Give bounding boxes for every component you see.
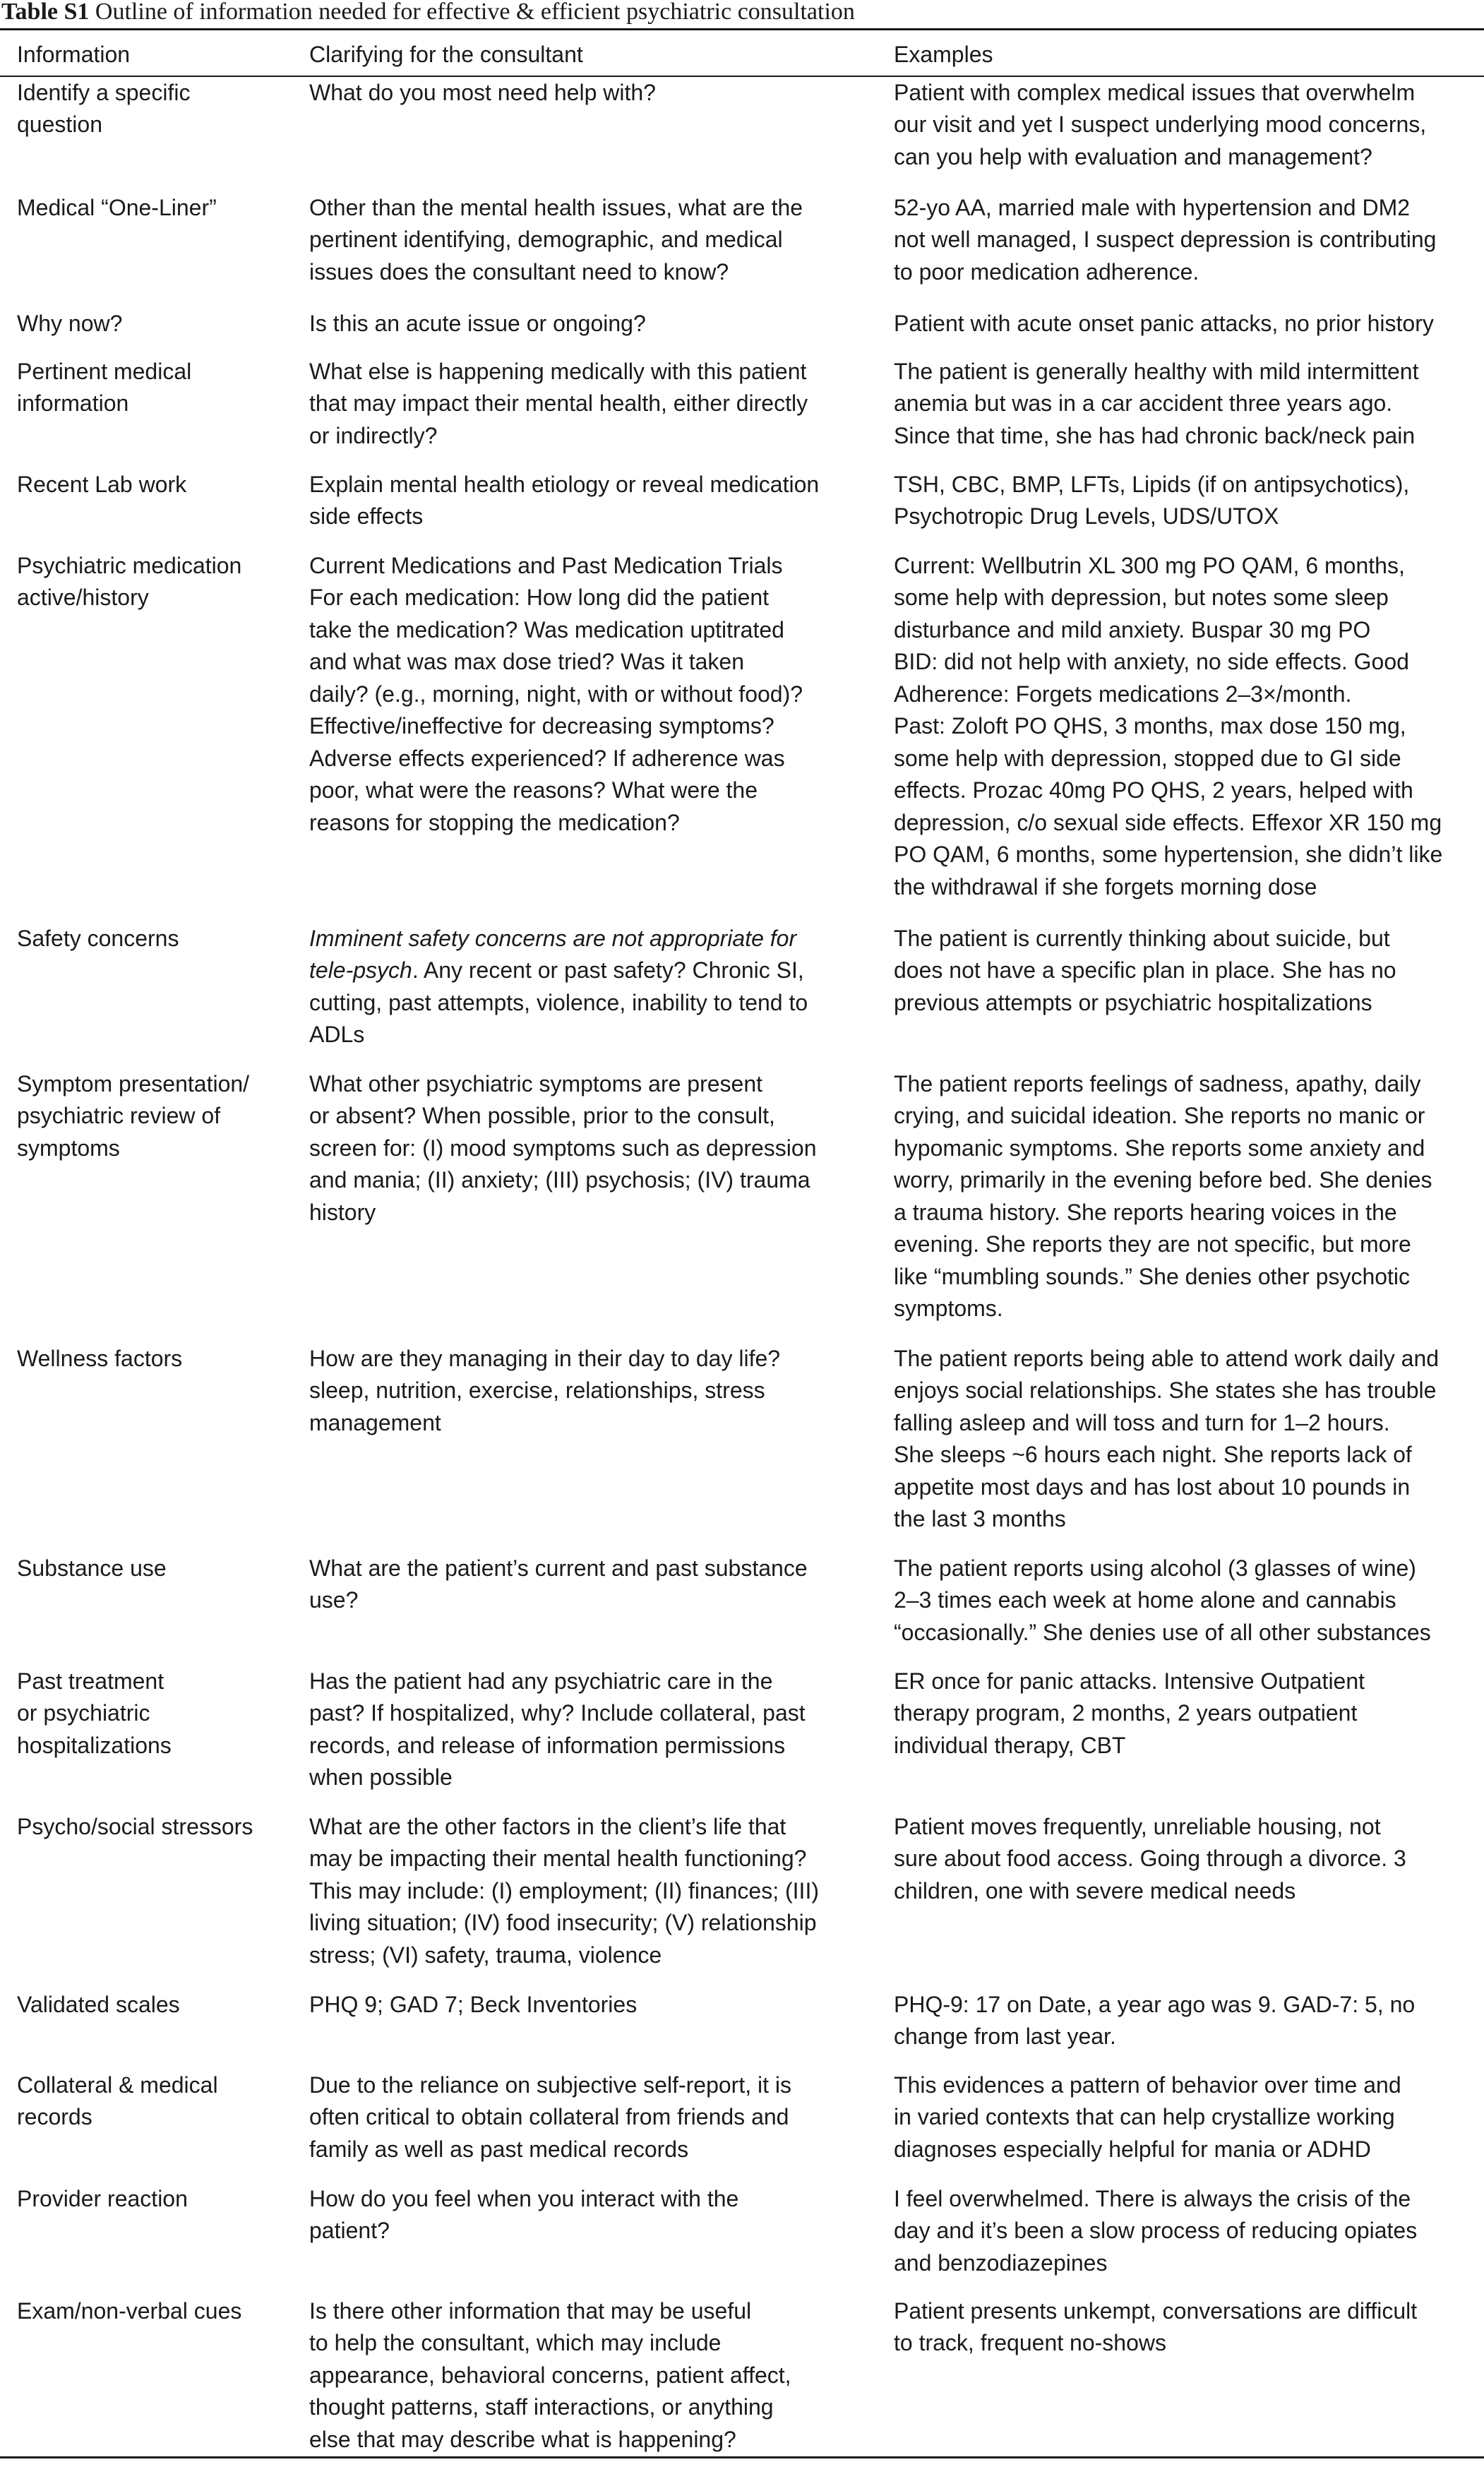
table-row [0, 469, 1484, 550]
cell-example: Current: Wellbutrin XL 300 mg PO QAM, 6 months, some help with depression, but notes some sleep disturbance and mild anxiety. Buspar 30 mg PO BID: did not help with anxiety, no side effects. Good Adherence: Forgets medications 2–3×/month. Past: Zoloft PO QHS, 3 months, max dose 150 mg, some help with depression, stopped due to GI side effects. Prozac 40mg PO QHS, 2 years, helped with depression, c/o sexual side effects. Effexor XR 150 mg PO QAM, 6 months, some hypertension, she didn’t like the withdrawal if she forgets morning dose [894, 552, 1443, 900]
cell-information: Past treatment or psychiatric hospitalizations [17, 1668, 172, 1758]
cell-example: Patient with acute onset panic attacks, no prior history [894, 310, 1434, 336]
table-row [0, 76, 1484, 192]
cell-example: TSH, CBC, BMP, LFTs, Lipids (if on antipsychotics), Psychotropic Drug Levels, UDS/UTOX [894, 471, 1410, 529]
cell-clarifying-rest: . Any recent or past safety? Chronic SI, cutting, past attempts, violence, inability to tend to ADLs [309, 957, 808, 1047]
cell-clarifying: PHQ 9; GAD 7; Beck Inventories [309, 1991, 638, 2017]
column-header-information: Information [0, 30, 292, 76]
cell-information: Psychiatric medication active/history [17, 552, 242, 610]
table-row [0, 192, 1484, 308]
cell-information: Recent Lab work [17, 471, 187, 497]
cell-information: Medical “One-Liner” [17, 194, 217, 220]
cell-information: Safety concerns [17, 925, 179, 951]
cell-clarifying: How are they managing in their day to day life? sleep, nutrition, exercise, relationships, stress management [309, 1345, 781, 1435]
cell-example: PHQ-9: 17 on Date, a year ago was 9. GAD-7: 5, no change from last year. [894, 1991, 1416, 2049]
cell-clarifying: Explain mental health etiology or reveal medication side effects [309, 471, 820, 529]
cell-example: Patient presents unkempt, conversations are difficult to track, frequent no-shows [894, 2297, 1418, 2355]
cell-information: Collateral & medical records [17, 2072, 218, 2129]
cell-clarifying: What other psychiatric symptoms are present or absent? When possible, prior to the consult, screen for: (I) mood symptoms such as depression and mania; (II) anxiety; (III) psychosis; (IV) trauma history [309, 1070, 817, 1225]
cell-clarifying: What do you most need help with? [309, 79, 656, 105]
cell-information: Substance use [17, 1555, 167, 1581]
cell-example: Patient moves frequently, unreliable housing, not sure about food access. Going through a divorce. 3 children, one with severe medical needs [894, 1813, 1406, 1904]
cell-example: The patient is generally healthy with mild intermittent anemia but was in a car accident three years ago. Since that time, she has had chronic back/neck pain [894, 358, 1419, 448]
cell-information: Provider reaction [17, 2185, 188, 2211]
cell-clarifying: Current Medications and Past Medication Trials For each medication: How long did the patient take the medication? Was medication uptitrated and what was max dose tried? Was it taken daily? (e.g., morning, night, with or without food)? Effective/ineffective for decreasing symptoms? Adverse effects experienced? If adherence was poor, what were the reasons? What were the reasons for stopping the medication? [309, 552, 803, 835]
table-row [0, 1666, 1484, 1811]
cell-clarifying: What are the patient’s current and past substance use? [309, 1555, 808, 1613]
cell-information: Pertinent medical information [17, 358, 192, 416]
cell-example: Patient with complex medical issues that overwhelm our visit and yet I suspect underlying mood concerns, can you help with evaluation and management? [894, 79, 1427, 169]
table-row [0, 1811, 1484, 1989]
cell-clarifying: Is there other information that may be useful to help the consultant, which may include appearance, behavioral concerns, patient affect, thought patterns, staff interactions, or anything else that may describe what is happening? [309, 2297, 791, 2452]
cell-example: ER once for panic attacks. Intensive Outpatient therapy program, 2 months, 2 years outpatient individual therapy, CBT [894, 1668, 1365, 1758]
cell-example: The patient is currently thinking about suicide, but does not have a specific plan in place. She has no previous attempts or psychiatric hospitalizations [894, 925, 1396, 1015]
cell-clarifying: Is this an acute issue or ongoing? [309, 310, 646, 336]
cell-information: Symptom presentation/ psychiatric review of symptoms [17, 1070, 250, 1161]
table-caption [1, 0, 855, 28]
cell-example: The patient reports feelings of sadness, apathy, daily crying, and suicidal ideation. She reports no manic or hypomanic symptoms. She reports some anxiety and worry, primarily in the evening before bed. She denies a trauma history. She reports hearing voices in the evening. She reports they are not specific, but more like “mumbling sounds.” She denies other psychotic symptoms. [894, 1070, 1432, 1321]
table-row [0, 2183, 1484, 2295]
cell-clarifying: What else is happening medically with this patient that may impact their mental health, either directly or indirectly? [309, 358, 808, 448]
table-row [0, 1553, 1484, 1666]
column-header-examples: Examples [877, 30, 1484, 76]
cell-information: Exam/non-verbal cues [17, 2297, 242, 2324]
table-row [0, 1068, 1484, 1343]
consultation-outline-table [0, 28, 1484, 2458]
cell-information: Psycho/social stressors [17, 1813, 253, 1839]
cell-example: The patient reports using alcohol (3 glasses of wine) 2–3 times each week at home alone and cannabis “occasionally.” She denies use of all other substances [894, 1555, 1431, 1645]
table-label: Table S1 [1, 0, 90, 25]
cell-clarifying [292, 923, 877, 1068]
cell-clarifying: How do you feel when you interact with the patient? [309, 2185, 739, 2243]
table-row [0, 2295, 1484, 2458]
column-header-clarifying: Clarifying for the consultant [292, 30, 877, 76]
table-row [0, 923, 1484, 1068]
table-row [0, 308, 1484, 356]
cell-information: Wellness factors [17, 1345, 183, 1371]
cell-clarifying: Due to the reliance on subjective self-report, it is often critical to obtain collateral from friends and family as well as past medical records [309, 2072, 791, 2162]
table-row [0, 550, 1484, 923]
table-row [0, 1343, 1484, 1553]
cell-clarifying-emphasis: Imminent safety concerns are not appropriate for tele-psych [309, 925, 797, 983]
cell-example: This evidences a pattern of behavior over time and in varied contexts that can help crystallize working diagnoses especially helpful for mania or ADHD [894, 2072, 1401, 2162]
cell-information: Validated scales [17, 1991, 180, 2017]
table-row [0, 1989, 1484, 2069]
cell-example: I feel overwhelmed. There is always the crisis of the day and it’s been a slow process of reducing opiates and benzodiazepines [894, 2185, 1418, 2276]
table-header-row [0, 30, 1484, 76]
cell-information: Identify a specific question [17, 79, 191, 137]
cell-clarifying: What are the other factors in the client’s life that may be impacting their mental health functioning? This may include: (I) employment; (II) finances; (III) living situation; (IV) food insecurity; (V) relationship stress; (VI) safety, trauma, violence [309, 1813, 819, 1968]
table-row [0, 356, 1484, 469]
cell-example: 52-yo AA, married male with hypertension and DM2 not well managed, I suspect depression is contributing to poor medication adherence. [894, 194, 1437, 285]
cell-clarifying: Has the patient had any psychiatric care in the past? If hospitalized, why? Include collateral, past records, and release of information permissions when possible [309, 1668, 806, 1790]
cell-information: Why now? [17, 310, 123, 336]
table-caption-text: Outline of information needed for effective & efficient psychiatric consultation [95, 0, 855, 25]
cell-clarifying: Other than the mental health issues, what are the pertinent identifying, demographic, and medical issues does the consultant need to know? [309, 194, 803, 285]
cell-example: The patient reports being able to attend work daily and enjoys social relationships. She states she has trouble falling asleep and will toss and turn for 1–2 hours. She sleeps ~6 hours each night. She reports lack of appetite most days and has lost about 10 pounds in the last 3 months [894, 1345, 1440, 1531]
table-row [0, 2069, 1484, 2183]
